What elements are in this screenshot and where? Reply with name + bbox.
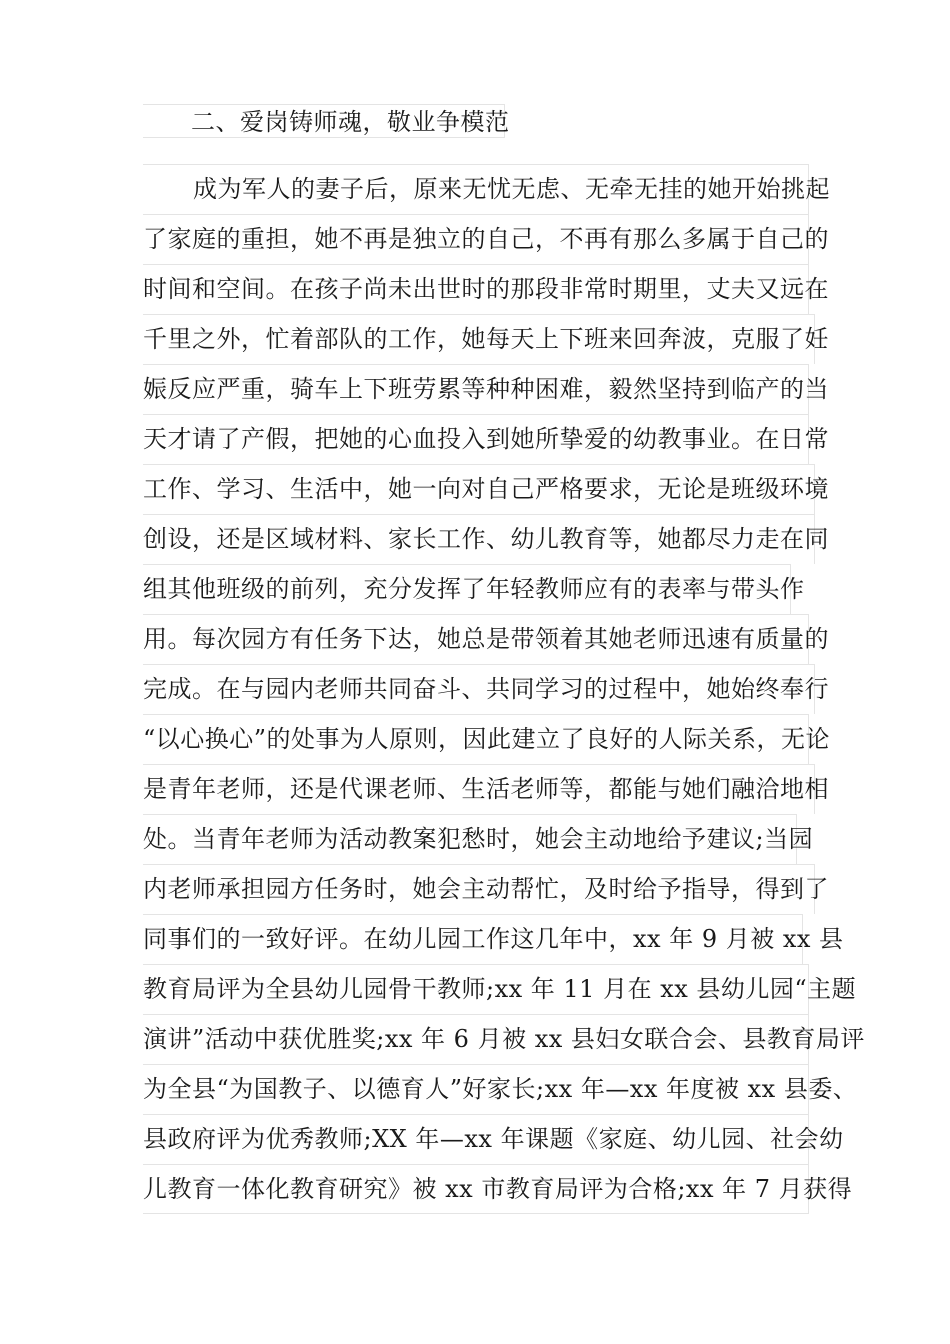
paragraph-line: 同事们的一致好评。在幼儿园工作这几年中，xx 年 9 月被 xx 县	[143, 914, 803, 964]
paragraph-line: 天才请了产假，把她的心血投入到她所挚爱的幼教事业。在日常	[143, 414, 809, 464]
paragraph-line: 了家庭的重担，她不再是独立的自己，不再有那么多属于自己的	[143, 214, 809, 264]
paragraph-line: 儿教育一体化教育研究》被 xx 市教育局评为合格;xx 年 7 月获得	[143, 1164, 809, 1214]
paragraph-line: “以心换心”的处事为人原则，因此建立了良好的人际关系，无论	[143, 714, 809, 764]
section-heading: 二、爱岗铸师魂，敬业争模范	[143, 104, 505, 138]
paragraph-line: 内老师承担园方任务时，她会主动帮忙，及时给予指导，得到了	[143, 864, 815, 914]
paragraph-line: 成为军人的妻子后，原来无忧无虑、无牵无挂的她开始挑起	[143, 164, 809, 214]
paragraph-line: 时间和空间。在孩子尚未出世时的那段非常时期里，丈夫又远在	[143, 264, 809, 314]
paragraph-line: 教育局评为全县幼儿园骨干教师;xx 年 11 月在 xx 县幼儿园“主题	[143, 964, 809, 1014]
paragraph-line: 处。当青年老师为活动教案犯愁时，她会主动地给予建议;当园	[143, 814, 797, 864]
paragraph-line: 是青年老师，还是代课老师、生活老师等，都能与她们融洽地相	[143, 764, 815, 814]
paragraph-line: 完成。在与园内老师共同奋斗、共同学习的过程中，她始终奉行	[143, 664, 815, 714]
paragraph-line: 娠反应严重，骑车上下班劳累等种种困难，毅然坚持到临产的当	[143, 364, 809, 414]
paragraph-line: 演讲”活动中获优胜奖;xx 年 6 月被 xx 县妇女联合会、县教育局评	[143, 1014, 809, 1064]
paragraph-line: 工作、学习、生活中，她一向对自己严格要求，无论是班级环境	[143, 464, 815, 514]
paragraph-line: 县政府评为优秀教师;XX 年—xx 年课题《家庭、幼儿园、社会幼	[143, 1114, 809, 1164]
paragraph-line: 千里之外，忙着部队的工作，她每天上下班来回奔波，克服了妊	[143, 314, 815, 364]
paragraph-line: 为全县“为国教子、以德育人”好家长;xx 年—xx 年度被 xx 县委、	[143, 1064, 809, 1114]
paragraph-line: 用。每次园方有任务下达，她总是带领着其她老师迅速有质量的	[143, 614, 809, 664]
paragraph-line: 组其他班级的前列，充分发挥了年轻教师应有的表率与带头作	[143, 564, 791, 614]
paragraph-line: 创设，还是区域材料、家长工作、幼儿教育等，她都尽力走在同	[143, 514, 815, 564]
